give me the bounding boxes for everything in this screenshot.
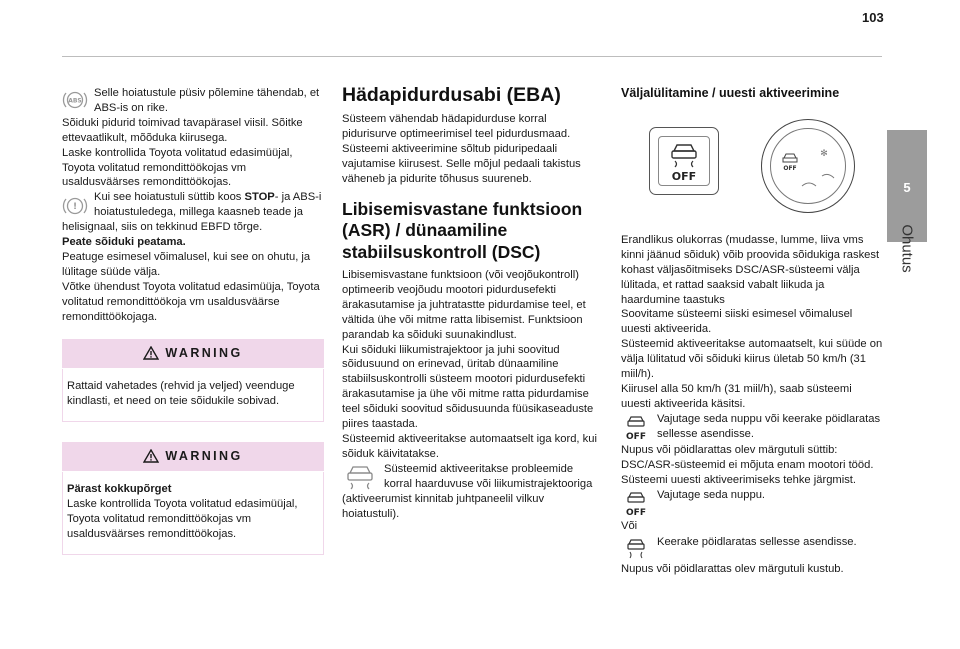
disable-para-4: Kiirusel alla 50 km/h (31 miil/h), saab süsteemi uuesti aktiveerida käsitsi. (621, 382, 852, 410)
off-label: OFF (671, 169, 697, 183)
column-3 (621, 84, 883, 577)
stop-para-2: Peatuge esimesel võimalusel, kui see on ohutu, ja lülitage süüde välja. (62, 250, 311, 278)
controls-illustration (621, 119, 883, 211)
stop-bold (62, 235, 324, 250)
stop-word: STOP (244, 191, 275, 204)
abs-para-2: Sõiduki pidurid toimivad tavapärasel viisil. Sõitke ettevaatlikult, mõõduka kiirusega. (62, 116, 303, 144)
warning-title-2: WARNING (165, 448, 243, 463)
chapter-number: 5 (903, 180, 911, 195)
warning-title-1: WARNING (165, 345, 243, 360)
stop-para-pre: Kui see hoiatustuli süttib koos (94, 191, 245, 204)
eba-heading: Hädapidurdusabi (EBA) (342, 84, 561, 106)
warning-header-2 (62, 442, 324, 472)
warning-2-heading: Pärast kokkupõrget (67, 482, 172, 495)
disable-para-10: Keerake pöidlaratas sellesse asendisse. (657, 536, 857, 549)
abs-para-1: Selle hoiatustule püsiv põlemine tähendab, et ABS-is on rike. (94, 87, 320, 114)
header-rule (62, 56, 882, 57)
stop-bold-text: Peate sõiduki peatama. (62, 236, 186, 249)
abs-para-3: Laske kontrollida Toyota volitatud edasimüüjal, Toyota volitatud remondittöökojas vm usaldusväärses remondittöökojas. (62, 146, 293, 189)
svg-text:ABS: ABS (68, 97, 82, 105)
thumbwheel-icons (762, 120, 856, 214)
column-1 (62, 86, 324, 555)
asr-para-4: Süsteemid aktiveeritakse probleemide korral haarduvuse või liikumistrajektooriga (aktiveerumist kinnitab juhtpaneelil vilkuv hoiatustuli). (342, 462, 593, 520)
warning-header-1 (62, 339, 324, 369)
dsc-off-small-icon (621, 413, 651, 443)
disable-para-5: Vajutage seda nuppu või keerake pöidlaratas sellesse asendisse. (657, 412, 881, 440)
warning-triangle-icon (143, 449, 159, 463)
page-number: 103 (862, 10, 884, 25)
svg-text:OFF: OFF (626, 507, 646, 518)
skid-warning-icon (342, 463, 378, 491)
disable-para-1: Erandlikus olukorras (mudasse, lumme, liiva vms kinni jäänud sõiduk) võib proovida sõidukiga raskest kohast väljasõitmiseks DSC/ASR-süsteemi välja lülitada, et rattad saaksid vabalt liikuda ja haardumine taastuks (621, 233, 880, 306)
disable-para-11: Nupus või pöidlarattas olev märgutuli kustub. (621, 563, 844, 576)
column-2 (342, 84, 604, 521)
asr-heading: Libisemisvastane funktsioon (ASR) / dünaamiline stabiilsuskontroll (DSC) (342, 198, 583, 262)
disable-para-8: Vajutage seda nuppu. (657, 488, 766, 501)
svg-text:!: ! (72, 202, 78, 213)
eba-text: Süsteem vähendab hädapidurduse korral pidurisurve optimeerimisel teel pidurdusmaad. Süsteemi aktiveerimine sõltub piduripedaali vajutamise kiirusest. Selle mõjul pedaali takistus väheneb ja pidurite tõhusus suureneb. (342, 113, 581, 185)
disable-para-9: Või (621, 519, 638, 532)
dsc-on-small-icon (621, 536, 651, 562)
disable-para-3: Süsteemid aktiveeritakse automaatselt, kui süüde on välja lülitatud või sõiduki kiirus ületab 50 km/h (31 miil/h). (621, 338, 883, 381)
disable-para-6: Nupus või pöidlarattas olev märgutuli süttib: DSC/ASR-süsteemid ei mõjuta enam mootori tööd. (621, 443, 874, 471)
warning-triangle-icon (143, 346, 159, 360)
asr-para-1: Libisemisvastane funktsioon (või veojõukontroll) optimeerib veojõudu mootori pidurdusefekti ärakasutamise ja juhtratastte pidurdamise teel, et vältida ühe või mitme ratta libisemist. Funktsioon parandab ka sõiduki suunakindlust. (342, 269, 586, 341)
dsc-off-small-icon (621, 489, 651, 519)
dsc-off-button-illustration (649, 127, 719, 195)
disable-heading: Väljalülitamine / uuesti aktiveerimine (621, 86, 840, 100)
thumbwheel-illustration (761, 119, 855, 213)
asr-para-2: Kui sõiduki liikumistrajektoor ja juhi soovitud sõidusuund on erinevad, üritab dünaamiline stabiilsuskontrolli süsteem mootori pidurdusefekti ärakasutamise ja ühe või mitme ratta pidurdamise teel sõiduki soovitud sõidusuunda füüsikaseaduste piires taastada. (342, 343, 594, 431)
warning-2-text: Laske kontrollida Toyota volitatud edasimüüjal, Toyota volitatud remondittöökojas vm usaldusväärses remondittöökojas. (67, 497, 298, 540)
button-face (658, 136, 710, 186)
warning-box-1 (62, 339, 324, 422)
stop-para-3: Võtke ühendust Toyota volitatud edasimüüja, Toyota volitatud remondittöökoja vm usaldusväärse remondittöökojaga. (62, 280, 320, 323)
warning-body-2 (62, 472, 324, 555)
disable-para-7: Süsteemi uuesti aktiveerimiseks tehke järgmist. (621, 473, 857, 486)
dsc-off-icon (659, 137, 709, 185)
chapter-label-wrap (892, 205, 922, 295)
disable-para-2: Soovitame süsteemi siiski esimesel võimalusel uuesti aktiveerida. (621, 308, 853, 336)
thumbwheel-off-label: OFF (783, 164, 797, 172)
abs-warning-icon (62, 87, 88, 113)
chapter-label: Ohutus (898, 224, 916, 273)
svg-text:✻: ✻ (820, 148, 828, 159)
brake-warning-icon (62, 193, 88, 219)
stop-para-1 (62, 190, 324, 235)
warning-box-2 (62, 442, 324, 555)
asr-para-3: Süsteemid aktiveeritakse automaatselt iga kord, kui sõiduk käivitatakse. (342, 433, 597, 460)
stop-para-post: - ja ABS-i hoiatustuledega, millega kaasneb teade ja helisignaal, siis on tekkinud EBFD tõrge. (62, 191, 322, 234)
svg-text:OFF: OFF (626, 431, 646, 442)
warning-body-1: Rattaid vahetades (rehvid ja veljed) veenduge kindlasti, et need on teie sõidukile sobivad. (62, 369, 324, 422)
